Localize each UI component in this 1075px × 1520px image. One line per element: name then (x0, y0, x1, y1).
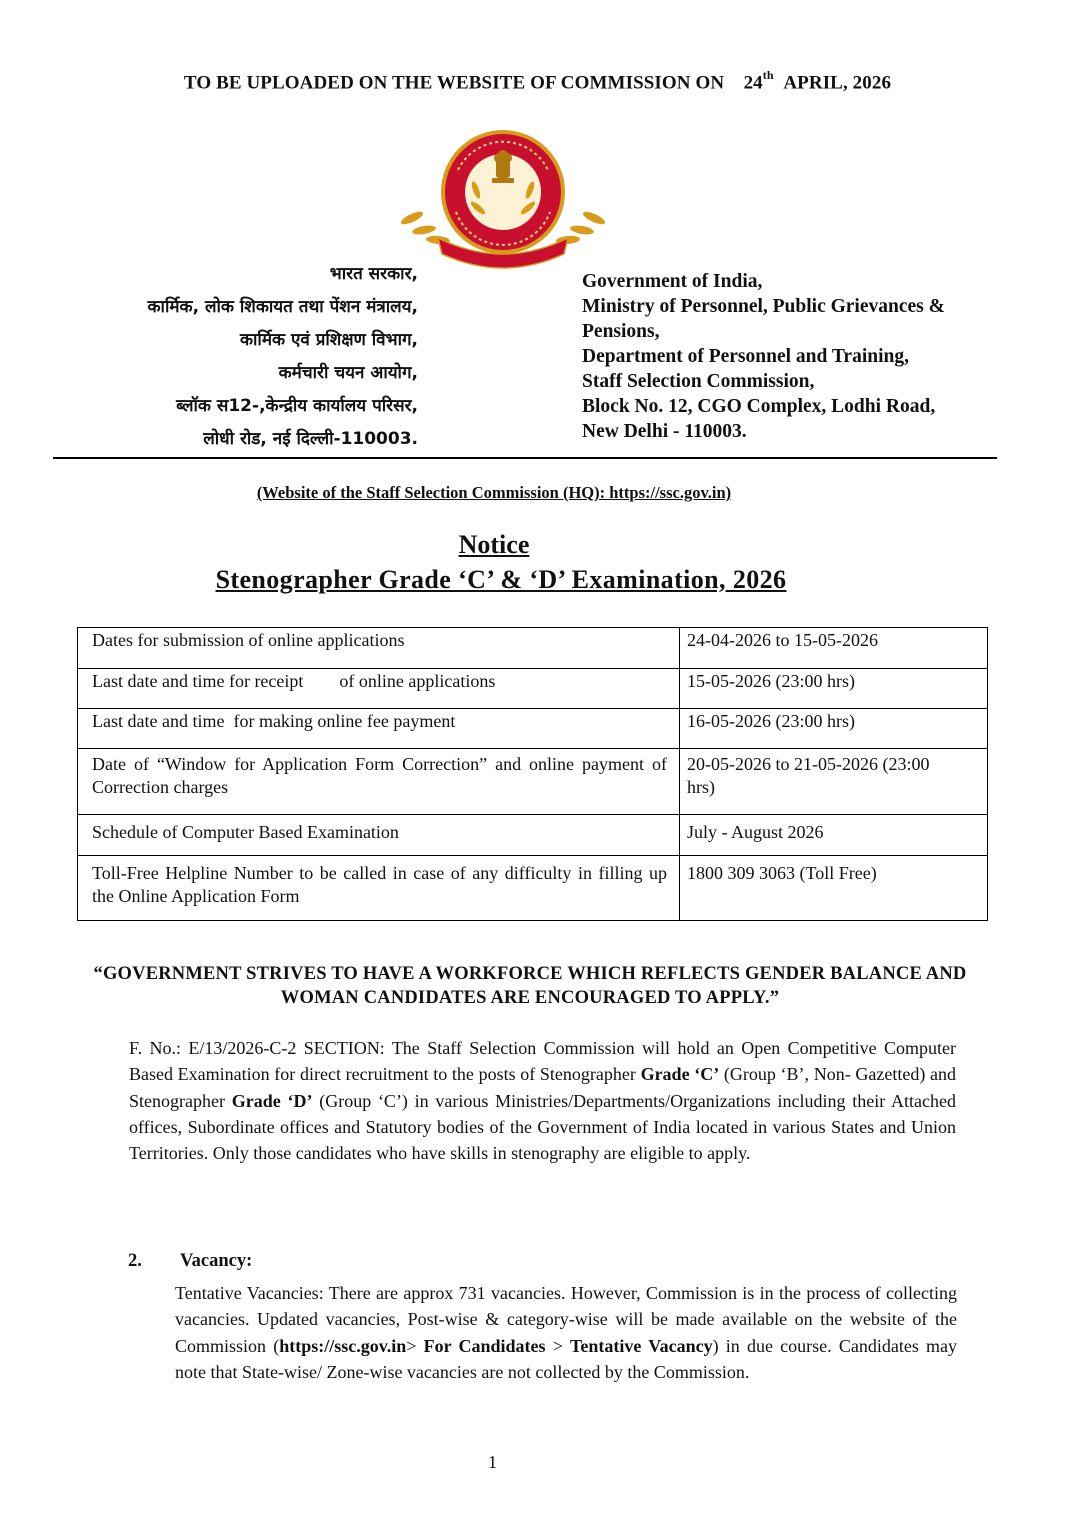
intro-text: F. No.: E/13/2026-C-2 SECTION: The Staff Selection Commission will hold an Open Competitive Computer Based Examination for direct recruitment to the posts of Stenographer (129, 1038, 956, 1085)
address-hindi (148, 258, 419, 456)
upload-day-suffix: th (762, 68, 774, 82)
address-hindi-line: कार्मिक एवं प्रशिक्षण विभाग, (239, 330, 418, 350)
address-english-line: Government of India, (582, 271, 763, 292)
schedule-label: Dates for submission of online applications (78, 628, 680, 669)
vacancy-text: Tentative Vacancies: There are approx 731 vacancies. However, Commission is in the process of collecting vacancies. Updated vacancies, Post-wise & category-wise will be made available on the website of the Commission ( (175, 1283, 957, 1356)
schedule-value: 1800 309 3063 (Toll Free) (680, 856, 988, 921)
schedule-value: 24-04-2026 to 15-05-2026 (680, 628, 988, 669)
section-number: 2. (128, 1251, 142, 1271)
table-row (78, 669, 988, 709)
schedule-value: 15-05-2026 (23:00 hrs) (680, 669, 988, 709)
website-line (0, 483, 988, 503)
vacancy-separator: > (406, 1335, 424, 1356)
section-title: Vacancy: (180, 1251, 253, 1271)
schedule-label: Last date and time for making online fee payment (78, 709, 680, 749)
upload-line-prefix: TO BE UPLOADED ON THE WEBSITE OF COMMISSION ON (183, 72, 725, 94)
address-hindi-line: भारत सरकार, (329, 264, 418, 284)
schedule-label: Last date and time for receipt of online applications (78, 669, 680, 709)
vacancy-link[interactable]: https://ssc.gov.in (279, 1335, 407, 1356)
vacancy-nav-candidates: For Candidates (423, 1335, 546, 1356)
address-hindi-line: कार्मिक, लोक शिकायत तथा पेंशन मंत्रालय, (147, 297, 418, 317)
address-hindi-line: ब्लॉक स12-,केन्द्रीय कार्यालय परिसर, (176, 396, 418, 416)
address-english-line: Department of Personnel and Training, (582, 346, 909, 367)
address-english (582, 269, 945, 444)
table-row (78, 749, 988, 815)
website-link[interactable]: (Website of the Staff Selection Commission (HQ): https://ssc.gov.in) (256, 483, 732, 502)
table-row (78, 856, 988, 921)
address-english-line: New Delhi - 110003. (582, 421, 747, 442)
intro-text: (Group ‘C’) in various Ministries/Departments/Organizations including their Attached offices, Subordinate offices and Statutory bodies of the Government of India located in various States and Union Territories. Only those candidates who have skills in stenography are eligible to apply. (129, 1090, 956, 1164)
vacancy-paragraph (175, 1280, 957, 1385)
schedule-value: 20-05-2026 to 21-05-2026 (23:00 hrs) (680, 749, 988, 815)
header-divider (53, 457, 997, 459)
address-english-line: Pensions, (582, 321, 660, 342)
intro-text: (Group ‘B’, Non- Gazetted) and Stenographer (129, 1064, 956, 1111)
schedule-value: July - August 2026 (680, 815, 988, 856)
upload-notice-line (0, 70, 1075, 94)
exam-title: Stenographer Grade ‘C’ & ‘D’ Examination, 2026 (215, 565, 787, 594)
address-english-line: Ministry of Personnel, Public Grievances & (582, 296, 945, 317)
table-row (78, 815, 988, 856)
upload-month-year: APRIL, 2026 (783, 72, 892, 94)
address-hindi-line: कर्मचारी चयन आयोग, (278, 363, 418, 383)
grade-d-text: Grade ‘D’ (231, 1090, 313, 1111)
address-hindi-line: लोधी रोड, नई दिल्ली-110003. (203, 429, 418, 449)
table-row (78, 628, 988, 669)
vacancy-separator: > (545, 1335, 571, 1356)
table-row (78, 709, 988, 749)
schedule-label: Date of “Window for Application Form Correction” and online payment of Correction charges (78, 749, 680, 815)
upload-day: 24 (743, 72, 763, 94)
ssc-logo (398, 130, 608, 270)
address-english-line: Staff Selection Commission, (582, 371, 815, 392)
gender-balance-slogan: “GOVERNMENT STRIVES TO HAVE A WORKFORCE WHICH REFLECTS GENDER BALANCE AND WOMAN CANDIDATES ARE ENCOURAGED TO APPLY.” (93, 964, 967, 1008)
page-number: 1 (488, 1452, 497, 1472)
grade-c-text: Grade ‘C’ (640, 1064, 720, 1085)
schedule-value: 16-05-2026 (23:00 hrs) (680, 709, 988, 749)
schedule-table (77, 627, 988, 921)
vacancy-text: ) in due course. Candidates may note that State-wise/ Zone-wise vacancies are not collected by the Commission. (175, 1335, 958, 1382)
notice-title: Notice (458, 530, 530, 559)
vacancy-nav-tentative: Tentative Vacancy (570, 1335, 713, 1356)
address-english-line: Block No. 12, CGO Complex, Lodhi Road, (582, 396, 936, 417)
schedule-label: Toll-Free Helpline Number to be called in case of any difficulty in filling up the Online Application Form (78, 856, 680, 921)
schedule-label: Schedule of Computer Based Examination (78, 815, 680, 856)
intro-paragraph (129, 1035, 956, 1166)
